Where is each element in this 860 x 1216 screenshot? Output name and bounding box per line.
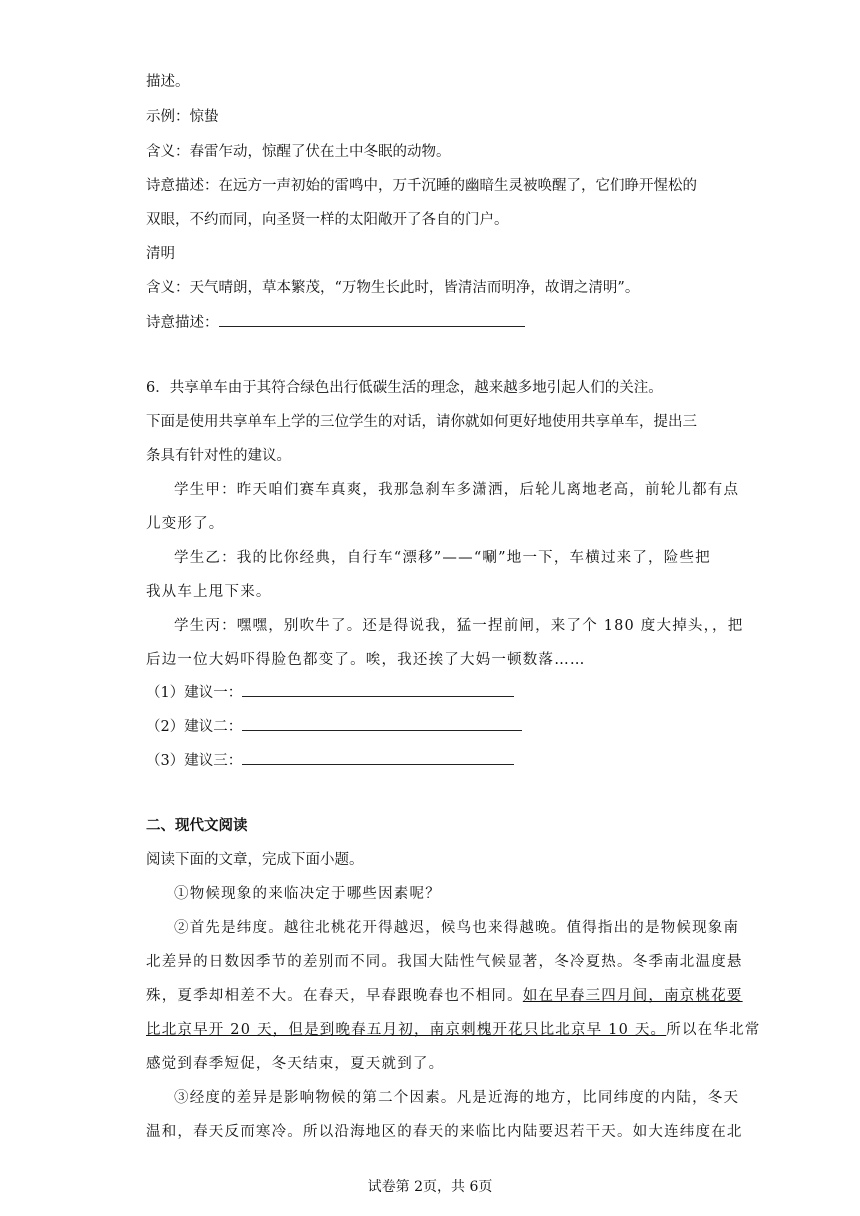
answer-blank[interactable] (242, 750, 514, 765)
dialogue-line: 儿变形了。 (146, 516, 225, 532)
underlined-text: 如在早春三四月间，南京桃花要 (522, 988, 743, 1004)
text: 所以在华北常 (666, 1022, 761, 1038)
paragraph-line: ②首先是纬度。越往北桃花开得越迟，候鸟也来得越晚。值得指出的是物候现象南 (174, 920, 740, 936)
paragraph-line: 感觉到春季短促，冬天结束，夏天就到了。 (146, 1056, 445, 1072)
suggestion-1 (146, 682, 514, 703)
label: （3）建议三： (146, 753, 243, 769)
page-footer: 试卷第 2页，共 6页 (367, 1179, 493, 1195)
dialogue-line: 我从车上甩下来。 (146, 584, 272, 600)
suggestion-3 (146, 750, 514, 771)
underlined-text: 比北京早开 20 天，但是到晚春五月初，南京刺槐开花只比北京早 10 天。 (146, 1022, 667, 1038)
text-line: 双眼，不约而同，向圣贤一样的太阳敞开了各自的门户。 (146, 212, 509, 228)
paragraph-line: ①物候现象的来临决定于哪些因素呢？ (174, 886, 441, 902)
text-line: 描述。 (146, 74, 190, 90)
answer-line-poetic (146, 312, 525, 333)
text-line: 含义：春雷乍动，惊醒了伏在土中冬眠的动物。 (146, 144, 451, 160)
text-line: 阅读下面的文章，完成下面小题。 (146, 852, 364, 868)
dialogue-line: 学生乙：我的比你经典，自行车“漂移”——“唰”地一下，车横过来了，险些把 (174, 550, 711, 566)
paragraph-line (146, 1020, 760, 1040)
label: （1）建议一： (146, 685, 243, 701)
dialogue-line: 学生甲：昨天咱们赛车真爽，我那急刹车多潇洒，后轮儿离地老高，前轮儿都有点 (174, 482, 740, 498)
dialogue-line: 后边一位大妈吓得脸色都变了。唉，我还挨了大妈一顿数落…… (146, 652, 586, 668)
text-line: 诗意描述：在远方一声初始的雷鸣中，万千沉睡的幽暗生灵被唤醒了，它们睁开惺松的 (146, 178, 697, 194)
paragraph-line: ③经度的差异是影响物候的第二个因素。凡是近海的地方，比同纬度的内陆，冬天 (174, 1090, 740, 1106)
text-line: 条具有针对性的建议。 (146, 448, 291, 464)
answer-blank[interactable] (242, 716, 522, 731)
answer-blank[interactable] (219, 312, 525, 327)
paragraph-line: 温和，春天反而寒冷。所以沿海地区的春天的来临比内陆要迟若干天。如大连纬度在北 (146, 1124, 743, 1140)
question-6-title: 6．共享单车由于其符合绿色出行低碳生活的理念，越来越多地引起人们的关注。 (146, 380, 663, 396)
dialogue-line: 学生丙：嘿嘿，别吹牛了。还是得说我，猛一捏前闸，来了个 180 度大掉头，，把 (174, 618, 744, 634)
text-line: 示例：惊蛰 (146, 109, 219, 125)
suggestion-2 (146, 716, 522, 737)
section-heading: 二、现代文阅读 (146, 817, 248, 834)
text-line: 含义：天气晴朗，草本繁茂，“万物生长此时，皆清洁而明净，故谓之清明”。 (146, 280, 640, 296)
text-line: 清明 (146, 246, 175, 262)
paragraph-line: 北差异的日数因季节的差别而不同。我国大陆性气候显著，冬冷夏热。冬季南北温度悬 (146, 954, 743, 970)
label: 诗意描述： (146, 315, 219, 331)
text: 殊，夏季却相差不大。在春天，早春跟晚春也不相同。 (146, 988, 523, 1004)
text-line: 下面是使用共享单车上学的三位学生的对话，请你就如何更好地使用共享单车，提出三 (146, 414, 697, 430)
paragraph-line (146, 986, 743, 1006)
answer-blank[interactable] (242, 682, 514, 697)
label: （2）建议二： (146, 719, 243, 735)
